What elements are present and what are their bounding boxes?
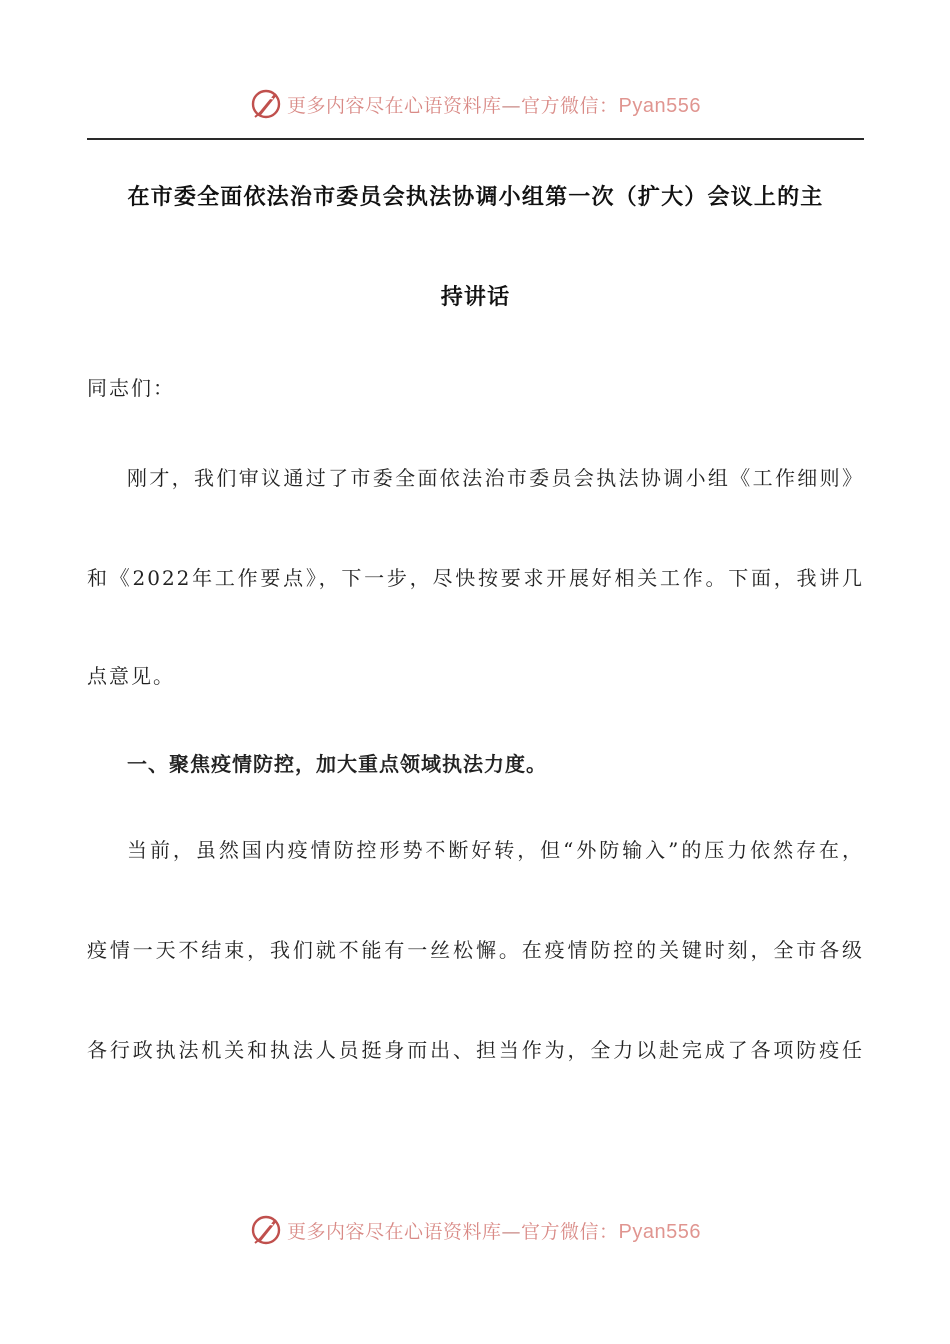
section-heading: 一、聚焦疫情防控，加大重点领域执法力度。 — [127, 752, 547, 776]
paragraph-line: 和《2022年工作要点》，下一步，尽快按要求开展好相关工作。下面，我讲几 — [87, 566, 864, 590]
banner-slogan: 更多内容尽在心语资料库 — [287, 94, 502, 117]
paragraph-line: 当前，虽然国内疫情防控形势不断好转，但“外防输入”的压力依然存在， — [127, 838, 864, 862]
banner-label: 官方微信： — [521, 1220, 619, 1243]
footer-banner — [0, 1210, 950, 1250]
banner-wechat-id: Pyan556 — [618, 1220, 701, 1243]
document-title-line-1: 在市委全面依法治市委员会执法协调小组第一次（扩大）会议上的主 — [127, 185, 824, 210]
paragraph-line: 点意见。 — [87, 664, 175, 688]
quill-logo-icon — [249, 1213, 283, 1247]
paragraph-line: 刚才，我们审议通过了市委全面依法治市委员会执法协调小组《工作细则》 — [127, 466, 864, 490]
document-title-line-2: 持讲话 — [440, 285, 511, 310]
banner-text — [287, 91, 701, 118]
banner-wechat-id: Pyan556 — [618, 94, 701, 117]
paragraph-line: 各行政执法机关和执法人员挺身而出、担当作为，全力以赴完成了各项防疫任 — [87, 1038, 864, 1062]
banner-slogan: 更多内容尽在心语资料库 — [287, 1220, 502, 1243]
header-banner — [0, 84, 950, 124]
banner-text — [287, 1217, 701, 1244]
header-rule — [87, 138, 864, 140]
banner-label: 官方微信： — [521, 94, 619, 117]
paragraph-line: 疫情一天不结束，我们就不能有一丝松懈。在疫情防控的关键时刻，全市各级 — [87, 938, 864, 962]
quill-logo-icon — [249, 87, 283, 121]
banner-separator: — — [501, 94, 522, 117]
salutation: 同志们： — [87, 376, 175, 400]
banner-separator: — — [501, 1220, 522, 1243]
